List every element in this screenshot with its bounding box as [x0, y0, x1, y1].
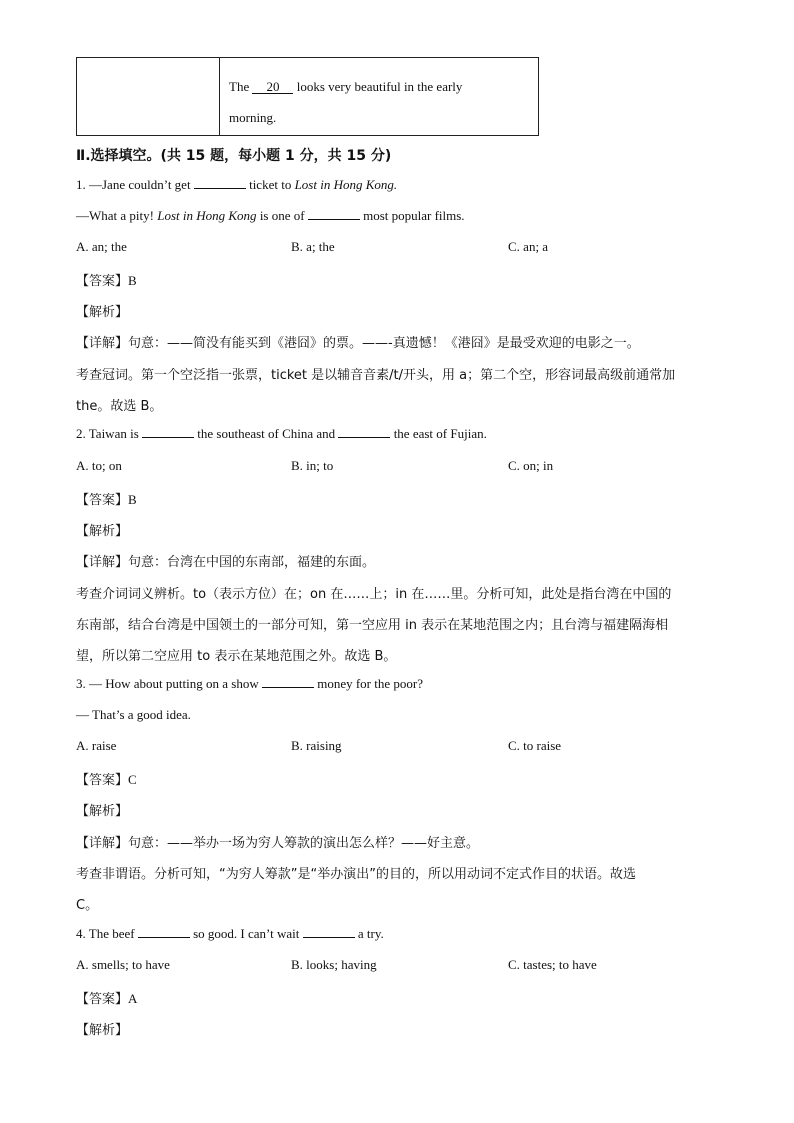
q3-option-c: C. to raise [508, 738, 562, 753]
q2-blank-1 [142, 426, 194, 438]
q4-stem-a: 4. The beef [76, 926, 135, 941]
q4-answer [76, 988, 137, 1007]
q2-answer [76, 489, 137, 508]
q1-option-b: B. a; the [291, 239, 335, 254]
q1-detail [76, 332, 640, 351]
table-cell-line2: morning. [229, 110, 277, 125]
answer-tag: 【答案】 [76, 992, 129, 1007]
q3-answer [76, 769, 137, 788]
detail-tag: 【详解】 [76, 555, 129, 570]
q2-explanation-2: 东南部，结合台湾是中国领土的一部分可知，第一空应用 in 表示在某地范围之内；且台湾与福建隔海相 [76, 618, 669, 633]
q3-stem-b: money for the poor? [317, 676, 423, 691]
q4-stem-b: so good. I can’t wait [193, 926, 300, 941]
q2-explanation-1: 考查介词词义辨析。to（表示方位）在；on 在……上；in 在……里。分析可知，此处是指台湾在中国的 [76, 587, 672, 602]
q1-stem-b: ticket to [249, 177, 292, 192]
q3-stem [76, 676, 423, 692]
q2-option-c: C. on; in [508, 458, 554, 473]
table-cell [229, 71, 529, 133]
q1-option-a: A. an; the [76, 239, 127, 254]
table-cell-blank: 20 [252, 81, 293, 94]
q1-stem [76, 177, 397, 193]
q1-analysis-tag: 【解析】 [76, 305, 129, 320]
q2-detail [76, 551, 375, 570]
q1-option-c: C. an; a [508, 239, 549, 254]
q2-stem-b: the southeast of China and [197, 426, 336, 441]
q1-explanation-1: 考查冠词。第一个空泛指一张票，ticket 是以辅音音素/t/开头，用 a；第二个空，形容词最高级前通常加 [76, 368, 676, 383]
continuation-table [76, 57, 539, 136]
q2-stem [76, 426, 487, 442]
q3-answer-value: C [128, 772, 137, 787]
q4-answer-value: A [128, 991, 138, 1006]
q1-answer [76, 270, 137, 289]
section-title: Ⅱ.选择填空。(共 15 题，每小题 1 分，共 15 分) [76, 148, 392, 164]
q1-line2-a: —What a pity! [76, 208, 154, 223]
q1-explanation-2: the。故选 B。 [76, 399, 163, 414]
q1-line2-b: is one of [259, 208, 305, 223]
q3-analysis-tag: 【解析】 [76, 804, 129, 819]
q4-stem [76, 926, 384, 942]
q3-stem-a: 3. — How about putting on a show [76, 676, 259, 691]
q4-stem-c: a try. [357, 926, 384, 941]
q3-line2: — That’s a good idea. [76, 707, 191, 722]
detail-tag: 【详解】 [76, 836, 129, 851]
table-cell-pre: The [229, 79, 250, 94]
q2-stem-c: the east of Fujian. [393, 426, 487, 441]
q3-explanation-1: 考查非谓语。分析可知，“为穷人筹款”是“举办演出”的目的，所以用动词不定式作目的状语。故选 [76, 867, 636, 882]
q4-option-a: A. smells; to have [76, 957, 170, 972]
table-cell-post: looks very beautiful in the early [296, 79, 463, 94]
q3-option-a: A. raise [76, 738, 117, 753]
q1-answer-value: B [128, 273, 137, 288]
q4-option-b: B. looks; having [291, 957, 377, 972]
answer-tag: 【答案】 [76, 773, 129, 788]
q2-stem-a: 2. Taiwan is [76, 426, 139, 441]
q2-option-a: A. to; on [76, 458, 122, 473]
q1-line2 [76, 208, 465, 224]
q1-blank-2 [308, 208, 360, 220]
q2-detail-text: 句意：台湾在中国的东南部，福建的东面。 [128, 555, 376, 570]
q1-title: Lost in Hong Kong. [294, 177, 398, 192]
table-divider [219, 58, 220, 135]
q1-detail-text: 句意：——简没有能买到《港囧》的票。——-真遗憾！《港囧》是最受欢迎的电影之一。 [128, 336, 640, 351]
q1-blank-1 [194, 177, 246, 189]
q3-explanation-2: C。 [76, 898, 99, 913]
q4-analysis-tag: 【解析】 [76, 1023, 129, 1038]
answer-tag: 【答案】 [76, 274, 129, 289]
q2-explanation-3: 望，所以第二空应用 to 表示在某地范围之外。故选 B。 [76, 649, 397, 664]
q3-detail [76, 832, 479, 851]
q2-answer-value: B [128, 492, 137, 507]
q3-blank [262, 676, 314, 688]
q4-blank-2 [303, 926, 355, 938]
q3-option-b: B. raising [291, 738, 342, 753]
q2-option-b: B. in; to [291, 458, 334, 473]
q1-line2-c: most popular films. [363, 208, 465, 223]
q1-line2-title: Lost in Hong Kong [157, 208, 257, 223]
q1-stem-a: 1. —Jane couldn’t get [76, 177, 191, 192]
answer-tag: 【答案】 [76, 493, 129, 508]
q3-detail-text: 句意：——举办一场为穷人筹款的演出怎么样？——好主意。 [128, 836, 480, 851]
q2-analysis-tag: 【解析】 [76, 524, 129, 539]
q4-blank-1 [138, 926, 190, 938]
q4-option-c: C. tastes; to have [508, 957, 597, 972]
detail-tag: 【详解】 [76, 336, 129, 351]
q2-blank-2 [338, 426, 390, 438]
